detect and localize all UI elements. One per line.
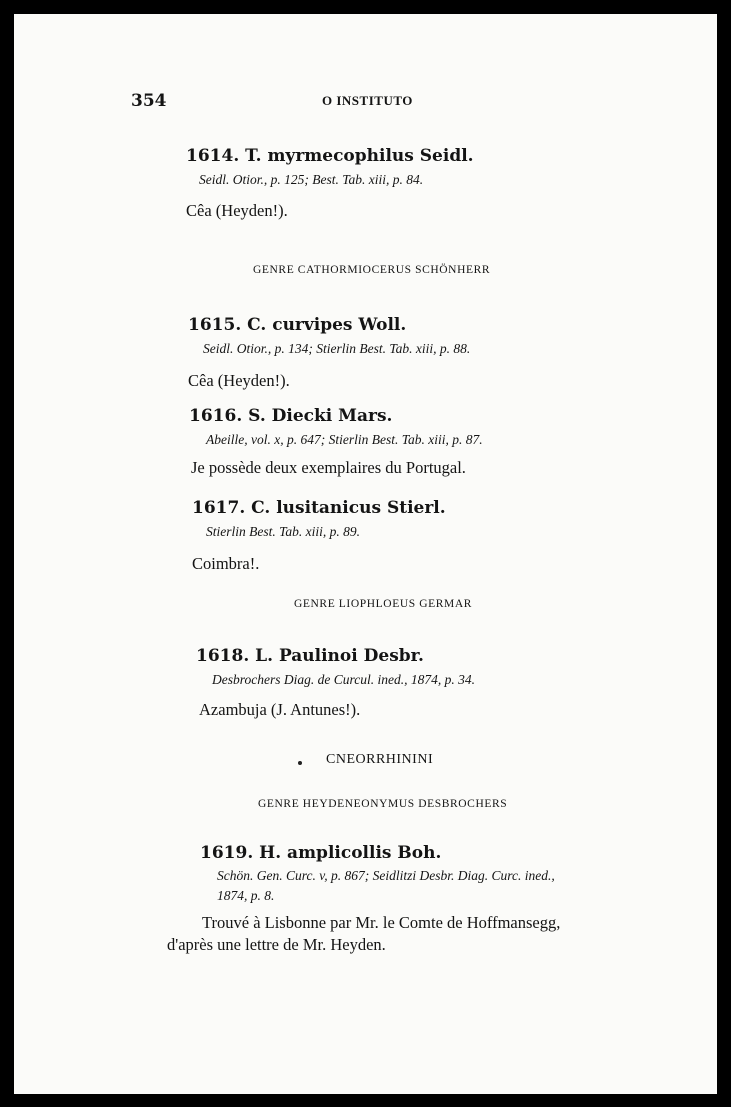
entry-1617-locality: Coimbra!.: [192, 554, 260, 573]
entry-1615-locality: Cêa (Heyden!).: [188, 371, 290, 390]
tribe-cneorrhinini: CNEORRHININI: [326, 752, 434, 767]
entry-1619-citation-line1: Schön. Gen. Curc. v, p. 867; Seidlitzi Desbr. Diag. Curc. ined.,: [217, 868, 555, 883]
entry-1617-citation: Stierlin Best. Tab. xiii, p. 89.: [206, 524, 361, 539]
genre-heydeneonymus: GENRE HEYDENEONYMUS DESBROCHERS: [258, 798, 508, 810]
entry-1616-locality: Je possède deux exemplaires du Portugal.: [191, 458, 466, 477]
entry-1618-citation: Desbrochers Diag. de Curcul. ined., 1874, p. 34.: [212, 672, 475, 687]
bullet-mark: [298, 761, 302, 765]
entry-1618-heading: 1618. L. Paulinoi Desbr.: [196, 646, 424, 666]
entry-1619-note-line2: d'après une lettre de Mr. Heyden.: [167, 935, 386, 954]
entry-1619-note-line1: Trouvé à Lisbonne par Mr. le Comte de Hoffmansegg,: [202, 913, 561, 932]
entry-1616-heading: 1616. S. Diecki Mars.: [189, 406, 393, 426]
entry-1614-locality: Cêa (Heyden!).: [186, 201, 288, 220]
entry-1615-citation: Seidl. Otior., p. 134; Stierlin Best. Tab. xiii, p. 88.: [203, 341, 471, 356]
entry-1616-citation: Abeille, vol. x, p. 647; Stierlin Best. Tab. xiii, p. 87.: [206, 432, 483, 447]
entry-1614-heading: 1614. T. myrmecophilus Seidl.: [186, 146, 474, 166]
page-number: 354: [131, 91, 167, 111]
genre-cathormiocerus: GENRE CATHORMIOCERUS SCHÖNHERR: [253, 264, 491, 276]
running-head: O INSTITUTO: [322, 93, 413, 108]
entry-1615-heading: 1615. C. curvipes Woll.: [188, 315, 407, 335]
entry-1617-heading: 1617. C. lusitanicus Stierl.: [192, 498, 446, 518]
entry-1619-heading: 1619. H. amplicollis Boh.: [200, 843, 442, 863]
genre-liophloeus: GENRE LIOPHLOEUS GERMAR: [294, 598, 472, 610]
entry-1614-citation: Seidl. Otior., p. 125; Best. Tab. xiii, p. 84.: [199, 172, 424, 187]
entry-1619-citation-line2: 1874, p. 8.: [217, 888, 275, 903]
entry-1618-locality: Azambuja (J. Antunes!).: [199, 700, 361, 719]
